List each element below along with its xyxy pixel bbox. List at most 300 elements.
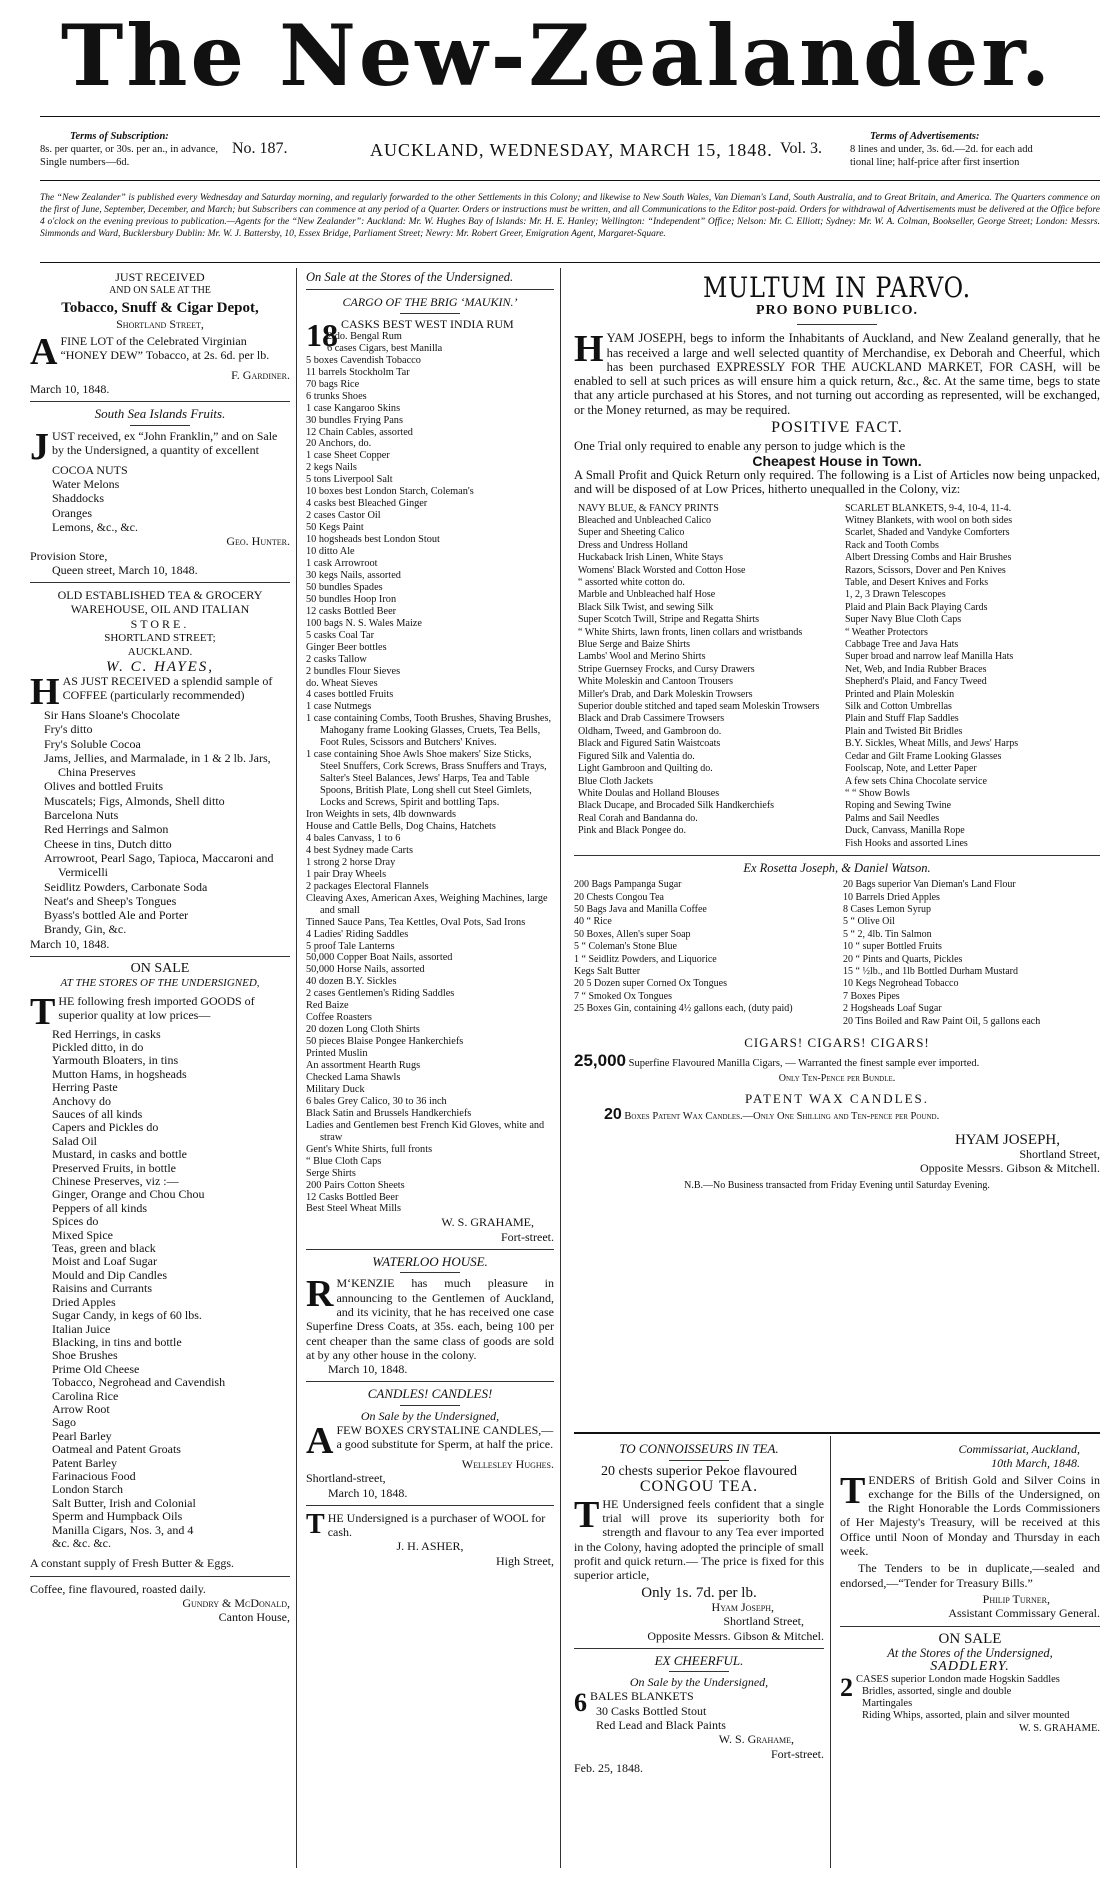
ex-item: 5 “ 2, 4lb. Tin Salmon [843,928,932,940]
divider [306,1381,554,1382]
maukin-item: Best Steel Wheat Mills [306,1203,402,1215]
stores-item: Salad Oil [52,1133,97,1148]
grocery-item: Fry's ditto [44,722,93,737]
article-item: “ “ Show Bowls [845,787,910,799]
article-item: Black Silk Twist, and sewing Silk [578,601,714,613]
maukin-item: 1 case containing Combs, Tooth Brushes, Shaving Brushes, Mahogany frame Looking Glasses, Cruets, Tea Bells, Foot Rules, Scissors and Butchers' Knives. [306,713,552,749]
waterloo-title-rule [400,1272,460,1273]
grocery-item: Sir Hans Sloane's Chocolate [44,707,180,722]
maukin-item: 50 bundles Hoop Iron [306,593,397,605]
article-item: Net, Web, and India Rubber Braces [845,663,987,675]
maukin-item: 20 dozen Long Cloth Shirts [306,1024,420,1036]
divider [306,1249,554,1250]
masthead-rule [40,116,1100,117]
maukin-item: 11 barrels Stockholm Tar [306,366,410,378]
article-item: Light Gambroon and Quilting do. [578,763,713,775]
maukin-item: 1 cask Arrowroot [306,558,378,569]
cheerful-date: Feb. 25, 1848. [574,1760,643,1775]
issue-number: No. 187. [232,140,288,157]
ex-item: 20 “ Pints and Quarts, Pickles [843,953,963,965]
tobacco-line2: AND ON SALE AT THE [109,285,211,297]
maukin-item: 200 Pairs Cotton Sheets [306,1179,405,1191]
stores-item: Mixed Spice [52,1227,113,1242]
ex-item: 8 Cases Lemon Syrup [843,904,932,916]
maukin-item: Iron Weights in sets, 4lb downwards [306,809,456,821]
cigars-number: 25,000 [574,1051,626,1071]
article-item: Super and Sheeting Calico [578,527,685,539]
ex-item: 10 Barrels Dried Apples [843,891,940,903]
ex-item: 50 Bags Java and Manilla Coffee [574,904,707,916]
ex-item: 15 “ ½lb., and 1lb Bottled Durham Mustard [843,966,1018,978]
column-4-lower [840,1442,1100,1737]
candles-subtitle: On Sale by the Undersigned, [360,1408,500,1423]
maukin-item: 6 trunks Shoes [306,390,367,402]
fruits-item-2: Water Melons [52,477,120,492]
candles-address-1: Shortland-street, [306,1471,386,1486]
cheerful-item-3: Red Lead and Black Paints [596,1718,726,1733]
tobacco-drop-cap: A [30,330,58,373]
stores-item: Sago [52,1415,76,1430]
maukin-item: 2 kegs Nails [306,462,357,474]
cheerful-item-2: 30 Casks Bottled Stout [596,1703,707,1718]
article-item: Fish Hooks and assorted Lines [845,837,968,849]
maukin-item: 2 bundles Flour Sieves [306,665,401,677]
ex-item: 7 “ Smoked Ox Tongues [574,990,672,1002]
grocery-line1: OLD ESTABLISHED TEA & GROCERY [57,588,263,603]
ex-item: 2 Hogsheads Loaf Sugar [843,1003,942,1015]
turner-signature: Philip Turner, [982,1591,1050,1606]
article-item: Miller's Drab, and Dark Moleskin Trowsers [578,688,753,700]
maukin-item: 5 casks Coal Tar [306,629,375,641]
tea-address-2: Opposite Messrs. Gibson & Mitchel. [647,1628,824,1643]
article-item: Blue Serge and Baize Shirts [578,639,691,651]
maukin-item: 5 tons Liverpool Salt [306,474,393,486]
maukin-item: 50,000 Horse Nails, assorted [306,964,425,976]
fruits-body: UST received, ex “John Franklin,” and on Sale by the Undersigned, a quantity of excellent [52,428,278,458]
advertisement-terms [850,130,1100,169]
saddlery-item-4: Riding Whips, assorted, plain and silver mounted [862,1710,1070,1722]
article-item: Super Navy Blue Cloth Caps [845,614,962,626]
stores-item: Salt Butter, Irish and Colonial [52,1495,196,1510]
cheerful-title-rule [669,1671,729,1672]
cigars-line [574,1051,1100,1071]
candles-title: CANDLES! CANDLES! [367,1386,493,1402]
article-item: Cabbage Tree and Java Hats [845,639,959,651]
article-item: Plaid and Plain Back Playing Cards [845,601,988,613]
maukin-item: 2 casks Tallow [306,653,367,665]
ex-item: 200 Bags Pampanga Sugar [574,879,682,891]
ex-item: 25 Boxes Gin, containing 4½ gallons each, (duty paid) [574,1003,793,1015]
cigars-price: Only Ten-Pence per Bundle. [778,1072,896,1084]
fruits-item-1: COCOA NUTS [52,462,128,477]
maukin-item: 12 Chain Cables, assorted [306,426,413,438]
stores-item: Pearl Barley [52,1428,112,1443]
maukin-item: 50 Kegs Paint [306,522,364,534]
maukin-item: 100 bags N. S. Wales Maize [306,617,422,629]
stores-item: Arrow Root [52,1401,110,1416]
stores-item: Prime Old Cheese [52,1361,140,1376]
fruits-ad [30,407,290,577]
maukin-item: 4 bales Canvass, 1 to 6 [306,832,401,844]
stores-item: Sugar Candy, in kegs of 60 lbs. [52,1308,202,1323]
candles-drop-cap: A [306,1419,334,1462]
grocery-line4: SHORTLAND STREET; [104,632,216,645]
article-item: Real Corah and Bandanna do. [578,812,698,824]
article-item: A few sets China Chocolate service [845,775,987,787]
stores-item: London Starch [52,1482,123,1497]
subscription-line2: Single numbers—6d. [40,157,130,168]
ex-list-left [574,879,831,1028]
maukin-item: Gent's White Shirts, full fronts [306,1143,433,1155]
maukin-item: 40 dozen B.Y. Sickles [306,976,397,988]
article-item: Razors, Scissors, Dover and Pen Knives [845,564,1006,576]
cheerful-subtitle: On Sale by the Undersigned, [629,1675,769,1690]
article-item: Super broad and narrow leaf Manilla Hats [845,651,1014,663]
nb-notice: N.B.—No Business transacted from Friday Evening until Saturday Evening. [684,1180,990,1192]
candles-body: FEW BOXES CRYSTALINE CANDLES,—a good substitute for Sperm, at half the price. [336,1422,554,1452]
tobacco-ad [30,270,290,396]
article-item: Duck, Canvass, Manilla Rope [845,825,965,837]
tobacco-depot-title: Tobacco, Snuff & Cigar Depot, [61,299,259,316]
commissariat-date: 10th March, 1848. [991,1456,1080,1471]
maukin-item: An assortment Hearth Rugs [306,1060,421,1072]
maukin-item: Ginger Beer bottles [306,641,387,653]
maukin-ad [306,270,554,1244]
article-item: Blue Cloth Jackets [578,775,653,787]
stores-item: Italian Juice [52,1321,111,1336]
subscription-line1: 8s. per quarter, or 30s. per an., in advance, [40,144,219,155]
article-item: Black and Drab Cassimere Trowsers [578,713,725,725]
stores-list [30,1028,290,1551]
maukin-item: Serge Shirts [306,1167,356,1179]
stores-signature: Gundry & McDonald, [182,1596,290,1611]
divider [30,582,290,583]
stores-item: Red Herrings, in casks [52,1026,161,1041]
column-3-lower [574,1442,824,1775]
lower-section-rule [574,1432,1100,1434]
stores-footer-1: A constant supply of Fresh Butter & Eggs. [30,1556,234,1571]
maukin-item: 12 Casks Bottled Beer [306,1191,399,1203]
grocery-item: Jams, Jellies, and Marmalade, in 1 & 2 lb. Jars, China Preserves [44,750,271,780]
saddlery-subtitle: At the Stores of the Undersigned, [887,1645,1053,1660]
maukin-item: 4 cases bottled Fruits [306,689,394,701]
article-item: Cedar and Gilt Frame Looking Glasses [845,750,1002,762]
hyam-address-1: Shortland Street, [1019,1146,1100,1161]
tea-signature: Hyam Joseph, [711,1599,774,1614]
one-trial: One Trial only required to enable any person to judge which is the [574,439,906,454]
waterloo-body: M‘KENZIE has much pleasure in announcing to the Gentlemen of Auckland, and its vicinity, that he has received one case Superfine Dress Coats, at 35s. each, being 100 per cent cheaper than the same class of goods are sold at by any other house in the colony. [306,1276,554,1362]
wool-address: High Street, [496,1553,554,1568]
article-item: Silk and Cotton Umbrellas [845,701,952,713]
divider [30,1576,290,1577]
cheerful-signature: W. S. Grahame, [718,1732,794,1747]
maukin-item: 2 cases Gentlemen's Riding Saddles [306,988,455,1000]
grocery-line3: STORE. [130,616,190,631]
divider [306,289,554,290]
stores-drop-cap: T [30,990,56,1033]
stores-item: Tobacco, Negrohead and Cavendish [52,1375,226,1390]
maukin-item: Red Baize [306,1000,349,1012]
stores-item: Herring Paste [52,1080,118,1095]
article-item: Black and Figured Satin Waistcoats [578,738,721,750]
article-item: SCARLET BLANKETS, 9-4, 10-4, 11-4. [845,502,1012,514]
article-item: Super Scotch Twill, Stripe and Regatta Shirts [578,614,760,626]
stores-item: Anchovy do [52,1093,111,1108]
grocery-item: Arrowroot, Pearl Sago, Tapioca, Maccaroni and Vermicelli [44,850,274,880]
advertisement-line1: 8 lines and under, 3s. 6d.—2d. for each add [850,144,1033,155]
candles-title-rule [400,1405,460,1406]
article-item: Foolscap, Note, and Letter Paper [845,763,977,775]
article-item: B.Y. Sickles, Wheat Mills, and Jews' Harps [845,738,1019,750]
maukin-item: 10 hogsheads best London Stout [306,534,440,546]
maukin-item: 70 bags Rice [306,378,360,390]
title-rule [797,324,877,325]
wax-text: Boxes Patent Wax Candles.—Only One Shilling and Ten-pence per Pound. [624,1111,940,1123]
maukin-item: 5 proof Tale Lanterns [306,940,395,952]
maukin-item: Coffee Roasters [306,1012,372,1024]
maukin-item: 4 best Sydney made Carts [306,844,413,856]
cheerful-item-1: BALES BLANKETS [590,1689,694,1704]
maukin-item: 1 case Sheet Copper [306,450,390,462]
saddlery-item-2: Bridles, assorted, single and double [862,1686,1012,1698]
turner-title: Assistant Commissary General. [948,1606,1100,1621]
stores-item: Pickled ditto, in do [52,1039,144,1054]
hyam-address-2: Opposite Messrs. Gibson & Mitchell. [920,1161,1100,1176]
tenders-body-2: The Tenders to be in duplicate,—sealed and endorsed,—“Tender for Treasury Bills.” [840,1561,1100,1590]
article-item: Pink and Black Pongee do. [578,825,687,837]
candles-ad [306,1387,554,1499]
grocery-line2: WAREHOUSE, OIL AND ITALIAN [70,602,250,617]
saddlery-signature: W. S. GRAHAME. [1019,1723,1100,1735]
saddlery-number: 2 [840,1673,853,1703]
divider [306,1505,554,1506]
maukin-item: 1 case containing Shoe Awls Shoe makers' Size Sticks, Steel Snuffers, Cork Screws, Brass Snuffers and Trays, Salter's Steel Balances, Jews' Harps, Tea and Table Spoons, British Plate, Long shell cut Steel Gimlets, Locks and Screws, Spirit and bottling Taps. [306,749,547,809]
articles-list-left [578,503,833,850]
stores-item: Capers and Pickles do [52,1120,159,1135]
article-item: Stripe Guernsey Frocks, and Cursy Drawers [578,663,755,675]
volume-number: Vol. 3. [780,140,822,157]
stores-footer-2: Coffee, fine flavoured, roasted daily. [30,1581,206,1596]
grocery-item: Brandy, Gin, &c. [44,922,127,937]
maukin-item: do. Wheat Sieves [306,677,378,689]
stores-item: Farinacious Food [52,1468,136,1483]
tea-address-1: Shortland Street, [723,1614,804,1629]
grocery-item: Neat's and Sheep's Tongues [44,893,177,908]
maukin-address: Fort-street. [501,1229,554,1244]
maukin-item: 1 strong 2 horse Dray [306,856,396,868]
tea-body: HE Undersigned feels confident that a single trial will prove its superiority both for strength and flavour to any Tea ever imported in the Colony, having adopted the principle of small profit and quick return.— The price is fixed for this superior article, [574,1496,824,1583]
terms-rule [40,180,1100,181]
maukin-item: Printed Muslin [306,1048,368,1060]
maukin-item: 50 bundles Spades [306,581,383,593]
grocery-item: Muscatels; Figs, Almonds, Shell ditto [44,793,225,808]
article-item: Womens' Black Worsted and Cotton Hose [578,564,746,576]
tea-title-rule [669,1460,729,1461]
maukin-item: 2 do. Bengal Rum [327,330,402,342]
article-item: Witney Blankets, with wool on both sides [845,514,1013,526]
tea-title: TO CONNOISSEURS IN TEA. [619,1441,779,1456]
stores-item: Ginger, Orange and Chou Chou [52,1187,205,1202]
stores-item: Sperm and Humpback Oils [52,1509,183,1524]
maukin-item: “ Blue Cloth Caps [306,1155,382,1167]
column-2 [306,270,554,1568]
article-item: Figured Silk and Valentia do. [578,750,695,762]
wool-ad [306,1508,554,1568]
saddlery-item-1: CASES superior London made Hogskin Saddles [856,1674,1060,1686]
maukin-cargo: CARGO OF THE BRIG ‘MAUKIN.’ [342,295,518,310]
grocery-item: Cheese in tins, Dutch ditto [44,836,172,851]
fruits-drop-cap: J [30,425,49,468]
ex-item: 5 “ Olive Oil [843,916,895,928]
stores-item: Mutton Hams, in hogsheads [52,1066,187,1081]
maukin-item: 4 casks best Bleached Ginger [306,498,428,510]
divider [30,956,290,957]
ex-item: 40 “ Rice [574,916,612,928]
advertisement-heading: Terms of Advertisements: [870,131,980,142]
article-item: Superior double stitched and taped seam Moleskin Trowsers [578,701,820,713]
candles-signature: Wellesley Hughes. [461,1456,554,1471]
divider [840,1626,1100,1627]
grocery-name: W. C. HAYES, [105,658,215,675]
article-item: Table, and Desert Knives and Forks [845,577,989,588]
maukin-item: 20 Anchors, do. [306,438,372,450]
pro-bono-title: PRO BONO PUBLICO. [755,303,919,318]
multum-title: MULTUM IN PARVO. [702,271,972,304]
maukin-item: Tinned Sauce Pans, Tea Kettles, Oval Pots, Sad Irons [306,916,526,928]
ex-item: 1 “ Seidlitz Powders, and Liquorice [574,953,717,965]
article-item: “ White Shirts, lawn fronts, linen collars and wristbands [578,626,803,638]
maukin-item: Ladies and Gentlemen best French Kid Gloves, white and straw [306,1119,545,1143]
column-rule-3 [830,1436,831,1868]
ex-item: 5 “ Coleman's Stone Blue [574,941,677,953]
cheerful-title: EX CHEERFUL. [654,1652,744,1668]
grocery-drop-cap: H [30,670,60,713]
article-item: NAVY BLUE, & FANCY PRINTS [578,502,719,514]
wax-heading: PATENT WAX CANDLES. [744,1091,930,1106]
articles-list [574,503,1100,850]
maukin-item: 30 kegs Nails, assorted [306,569,401,581]
publication-notice: The “New Zealander” is published every Wednesday and Saturday morning, and regularly forwarded to the other Settlements in this Colony; and likewise to New South Wales, Van Dieman's Land, South Australia, and to Great Britain, and America. The Quarters commence on the first of June, September, December, and March; but Subscribers can commence at any period of a Quarter. Orders or instructions must be written, and all Communications to the Editor post-paid. Orders for withdrawal of Advertisements must be delivered at the Office before 4 o'clock on the evening previous to publication.—Agents for the “New Zealander”: Auckland: Mr. W. Hughes Bay of Islands: Mr. H. E. Hanley; Wellington: “Independent” Office; Nelson: Mr. C. Elliott; Sydney: Mr. W. A. Colman, Bookseller, George Street; London: Messrs. Simmonds and Ward, Bucklersbury Dublin: Mr. W. J. Battersby, 10, Essex Bridge, Parliament Street; Newry: Mr. Robert Greer, Emigration Agent, Margaret-Square. [40,193,1100,239]
grocery-item: Barcelona Nuts [44,808,119,823]
cigars-heading: CIGARS! CIGARS! CIGARS! [744,1035,930,1051]
maukin-item: 12 casks Bottled Beer [306,605,397,617]
tea-drop-cap: T [574,1493,600,1536]
article-item: Black Ducape, and Brocaded Silk Handkerchiefs [578,800,775,812]
maukin-item: 50,000 Copper Boat Nails, assorted [306,952,453,964]
stores-item: Shoe Brushes [52,1348,118,1363]
stores-ad [30,962,290,1625]
ex-item: 20 Bags superior Van Dieman's Land Flour [843,879,1016,891]
cheapest-house: Cheapest House in Town. [752,452,922,469]
profit-text: A Small Profit and Quick Return only required. The following is a List of Articles now being unpacked, and will be disposed of at Low Prices, hitherto unequalled in the Colony, viz: [574,467,1100,497]
divider [30,401,290,402]
stores-item: Carolina Rice [52,1388,119,1403]
maukin-item: 2 packages Electoral Flannels [306,880,429,892]
article-item: Huckaback Irish Linen, White Stays [578,552,724,564]
fruits-address-1: Provision Store, [30,548,108,563]
stores-address: Canton House, [218,1610,290,1625]
candles-address-2: March 10, 1848. [328,1485,408,1500]
article-item: Dress and Undress Holland [578,539,688,551]
ex-item: Kegs Salt Butter [574,966,641,978]
waterloo-ad [306,1255,554,1376]
article-item: Lambs' Wool and Merino Shirts [578,651,706,663]
maukin-first-item: CASKS BEST WEST INDIA RUM [341,316,514,331]
grocery-item: Olives and bottled Fruits [44,779,163,794]
article-item: 1, 2, 3 Drawn Telescopes [845,589,946,601]
masthead: The New-Zealander. [60,6,1054,105]
grocery-date: March 10, 1848. [30,936,110,951]
hyam-joseph-ad [574,272,1100,1194]
maukin-item: Cleaving Axes, American Axes, Weighing Machines, large and small [306,892,548,916]
subscription-terms [40,130,220,169]
maukin-signature: W. S. GRAHAME, [441,1215,534,1230]
ex-item: 7 Boxes Pipes [843,990,900,1002]
article-item: “ Weather Protectors [845,626,928,638]
ex-item: 20 Chests Congou Tea [574,891,664,903]
stores-item: Raisins and Currants [52,1281,152,1296]
maukin-cargo-rule [400,313,460,314]
maukin-item: 50 pieces Blaise Pongee Hankerchiefs [306,1036,464,1048]
article-item: Roping and Sewing Twine [845,800,952,812]
wool-signature: J. H. ASHER, [396,1539,464,1554]
tea-line1: 20 chests superior Pekoe flavoured [601,1464,797,1480]
article-item: Oldham, Tweed, and Gambroon do. [578,725,722,737]
maukin-item: 1 case Kangaroo Skins [306,402,401,414]
column-1 [30,270,290,1625]
saddlery-title: SADDLERY. [930,1659,1010,1675]
stores-title: ON SALE [130,960,190,976]
tenders-body: ENDERS of British Gold and Silver Coins in exchange for the Bills of the Undersigned, on the Right Honorable the Lords Commissioners of Her Majesty's Treasury, will be received at this Office until Noon of Monday and Thursday in each week. [840,1472,1100,1559]
maukin-list [306,331,554,1216]
stores-item: Dried Apples [52,1294,116,1309]
maukin-item: 10 ditto Ale [306,546,355,558]
stores-item: &c. &c. &c. [52,1536,111,1551]
grocery-item: Fry's Soluble Cocoa [44,736,141,751]
stores-item: Preserved Fruits, in bottle [52,1160,176,1175]
grocery-item: Byass's bottled Ale and Porter [44,908,189,923]
wax-number: 20 [604,1106,622,1124]
hyam-intro: YAM JOSEPH, begs to inform the Inhabitants of Auckland, and New Zealand generally, that he has received a large and well selected quantity of Merchandise, ex Deborah and Cheerful, which has been purchased EXPRESSLY FOR THE AUCKLAND MARKET, FOR CASH, will be enabled to sell at such prices as will ensure him a quick return, &c., &c. At the same time, begs to state that any article purchased at his Stores, and not turning out according as represented, will be exchanged, or the Money returned, as may be required. [574,331,1100,417]
tea-price: Only 1s. 7d. per lb. [641,1584,757,1601]
maukin-item: 6 bales Grey Calico, 30 to 36 inch [306,1095,447,1107]
cigars-text: Superfine Flavoured Manilla Cigars, — Warranted the finest sample ever imported. [628,1058,980,1070]
article-item: Palms and Sail Needles [845,812,940,824]
fruits-item-4: Oranges [52,505,92,520]
stores-item: Mould and Dip Candles [52,1267,167,1282]
stores-item: Moist and Loaf Sugar [52,1254,157,1269]
stores-item: Patent Barley [52,1455,117,1470]
maukin-number: 18 [306,316,338,353]
stores-item: Spices do [52,1214,99,1229]
hyam-drop-cap: H [574,328,604,371]
grocery-list [30,708,290,937]
article-item: Marble and Unbleached half Hose [578,589,716,601]
grocery-body: AS JUST RECEIVED a splendid sample of COFFEE (particularly recommended) [62,673,273,703]
wool-body: HE Undersigned is a purchaser of WOOL for cash. [327,1510,546,1540]
article-item: Shepherd's Plaid, and Fancy Tweed [845,676,987,688]
stores-item: Peppers of all kinds [52,1200,147,1215]
grocery-ad [30,588,290,951]
maukin-item: 2 cases Castor Oil [306,510,381,522]
maukin-item: 4 Ladies' Riding Saddles [306,928,409,940]
article-item: Bleached and Unbleached Calico [578,514,711,526]
fruits-address-2: Queen street, March 10, 1848. [52,562,198,577]
fruits-item-5: Lemons, &c., &c. [52,519,138,534]
tobacco-signature: F. Gardiner. [231,367,290,382]
ex-item: 10 “ super Bottled Fruits [843,941,942,953]
article-item: Printed and Plain Moleskin [845,688,955,700]
